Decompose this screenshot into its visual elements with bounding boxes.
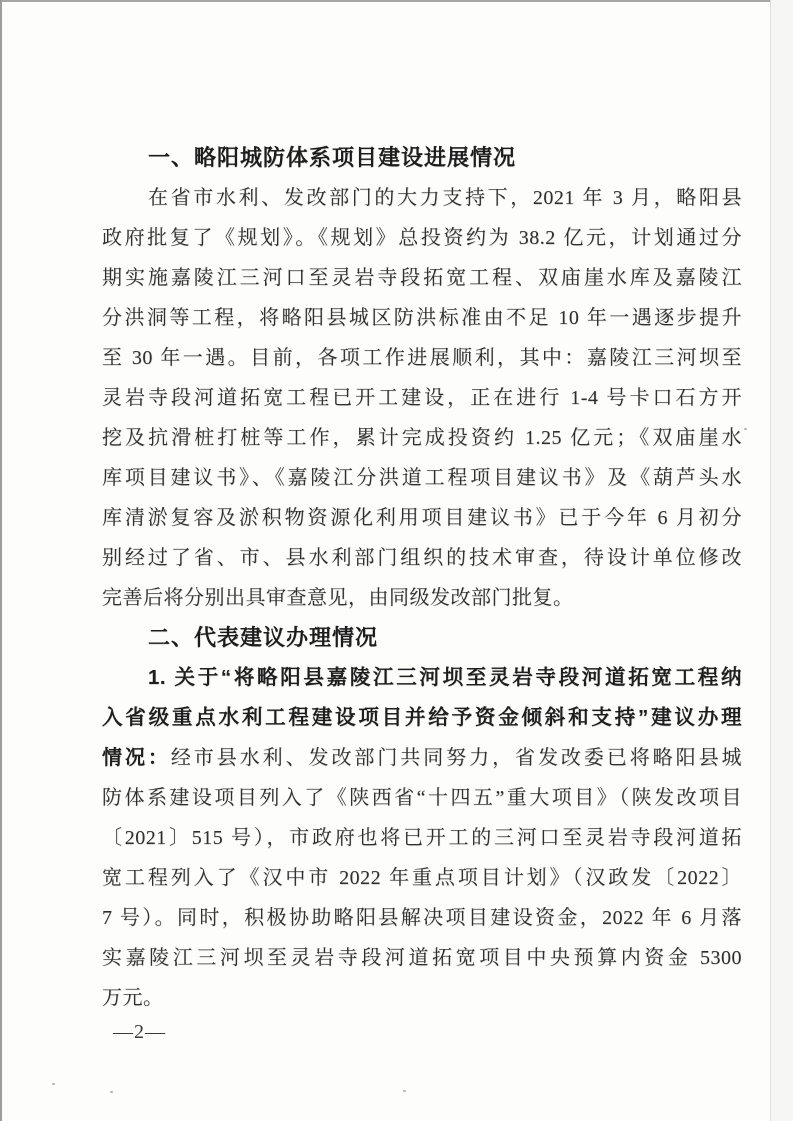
text-line: 至 30 年一遇。目前，各项工作进展顺利，其中：嘉陵江三河坝至 — [102, 347, 742, 369]
text-line: 万元。 — [102, 987, 164, 1009]
scan-right-shade — [771, 0, 793, 1121]
text-line: 宽工程列入了《汉中市 2022 年重点项目计划》（汉政发〔2022〕 — [102, 867, 742, 889]
text-line: 防体系建设项目列入了《陕西省“十四五”重大项目》（陕发改项目 — [102, 787, 742, 809]
text-line: 1. 关于“将略阳县嘉陵江三河坝至灵岩寺段河道拓宽工程纳 — [148, 666, 742, 689]
scan-speck — [744, 428, 747, 430]
bold-lead-text: 情况： — [102, 747, 171, 769]
text-line: 分洪洞等工程，将略阳县城区防洪标准由不足 10 年一遇逐步提升 — [102, 307, 742, 329]
text-line: 别经过了省、市、县水利部门组织的技术审查，待设计单位修改 — [102, 547, 742, 569]
section-1-heading: 一、略阳城防体系项目建设进展情况 — [148, 145, 517, 170]
text-line: 〔2021〕515 号），市政府也将已开工的三河口至灵岩寺段河道拓 — [102, 827, 742, 849]
text-line: 灵岩寺段河道拓宽工程已开工建设，正在进行 1-4 号卡口石方开 — [102, 387, 742, 409]
text-line: 完善后将分别出具审查意见，由同级发改部门批复。 — [102, 587, 574, 609]
text-line: 在省市水利、发改部门的大力支持下，2021 年 3 月，略阳县 — [148, 187, 742, 209]
text-line: 库清淤复容及淤积物资源化利用项目建议书》已于今年 6 月初分 — [102, 507, 742, 529]
text-line: 挖及抗滑桩打桩等工作，累计完成投资约 1.25 亿元；《双庙崖水 — [102, 427, 742, 449]
text-line: 政府批复了《规划》。《规划》总投资约为 38.2 亿元，计划通过分 — [102, 227, 742, 249]
scan-speck — [110, 1091, 113, 1093]
scan-edge-left — [0, 0, 2, 1121]
document-body — [102, 138, 742, 1018]
scan-fold-line — [770, 0, 771, 1121]
text-line: 7 号）。同时，积极协助略阳县解决项目建设资金，2022 年 6 月落 — [102, 907, 742, 929]
regular-text: 经市县水利、发改部门共同努力，省发改委已将略阳县城 — [170, 747, 742, 769]
scan-edge-top — [0, 0, 793, 2]
text-line: 库项目建议书》、《嘉陵江分洪道工程项目建议书》及《葫芦头水 — [102, 467, 742, 489]
scan-speck — [403, 1090, 406, 1092]
text-line: 入省级重点水利工程建设项目并给予资金倾斜和支持”建议办理 — [102, 706, 742, 729]
text-line: 实嘉陵江三河坝至灵岩寺段河道拓宽项目中央预算内资金 5300 — [102, 947, 742, 969]
text-line — [102, 738, 742, 778]
scan-speck — [52, 1083, 55, 1085]
page-number: —2— — [113, 1021, 166, 1043]
section-2-heading: 二、代表建议办理情况 — [148, 625, 379, 650]
text-line: 期实施嘉陵江三河口至灵岩寺段拓宽工程、双庙崖水库及嘉陵江 — [102, 267, 742, 289]
